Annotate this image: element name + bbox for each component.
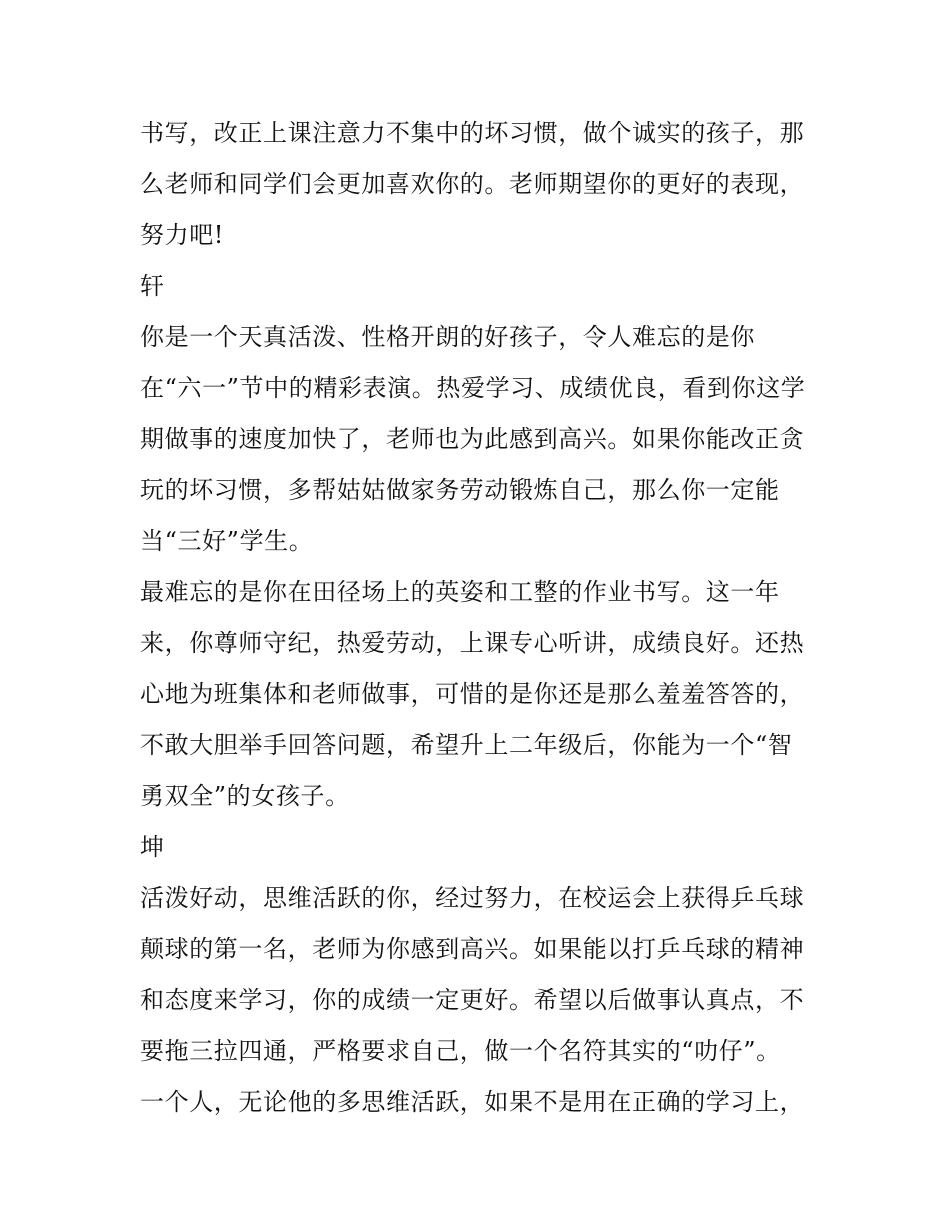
text-line: 么老师和同学们会更加喜欢你的。老师期望你的更好的表现， xyxy=(140,170,805,198)
text-line: 最难忘的是你在田径场上的英姿和工整的作业书写。这一年 xyxy=(140,578,780,606)
text-line: 努力吧! xyxy=(140,221,225,249)
text-line: 书写，改正上课注意力不集中的坏习惯，做个诚实的孩子，那 xyxy=(140,119,805,147)
text-line: 不敢大胆举手回答问题，希望升上二年级后，你能为一个“智 xyxy=(140,731,793,759)
text-line: 在“六一”节中的精彩表演。热爱学习、成绩优良，看到你这学 xyxy=(140,374,806,402)
student-name: 轩 xyxy=(140,272,165,300)
student-name: 坤 xyxy=(140,833,165,861)
text-line: 来，你尊师守纪，热爱劳动，上课专心听讲，成绩良好。还热 xyxy=(140,629,805,657)
text-line: 玩的坏习惯，多帮姑姑做家务劳动锻炼自己，那么你一定能 xyxy=(140,476,780,504)
document-body xyxy=(140,108,820,1128)
text-line: 当“三好”学生。 xyxy=(140,527,314,555)
text-line: 要拖三拉四通，严格要求自己，做一个名符其实的“叻仔”。 xyxy=(140,1037,781,1065)
text-line: 活泼好动，思维活跃的你，经过努力，在校运会上获得乒乓球 xyxy=(140,884,805,912)
text-line: 心地为班集体和老师做事，可惜的是你还是那么羞羞答答的， xyxy=(140,680,805,708)
text-line: 和态度来学习，你的成绩一定更好。希望以后做事认真点，不 xyxy=(140,986,805,1014)
text-line: 期做事的速度加快了，老师也为此感到高兴。如果你能改正贪 xyxy=(140,425,805,453)
text-line: 勇双全”的女孩子。 xyxy=(140,782,350,810)
text-line: 你是一个天真活泼、性格开朗的好孩子，令人难忘的是你 xyxy=(140,323,755,351)
text-line: 一个人，无论他的多思维活跃，如果不是用在正确的学习上， xyxy=(140,1088,805,1116)
text-line: 颠球的第一名，老师为你感到高兴。如果能以打乒乓球的精神 xyxy=(140,935,805,963)
